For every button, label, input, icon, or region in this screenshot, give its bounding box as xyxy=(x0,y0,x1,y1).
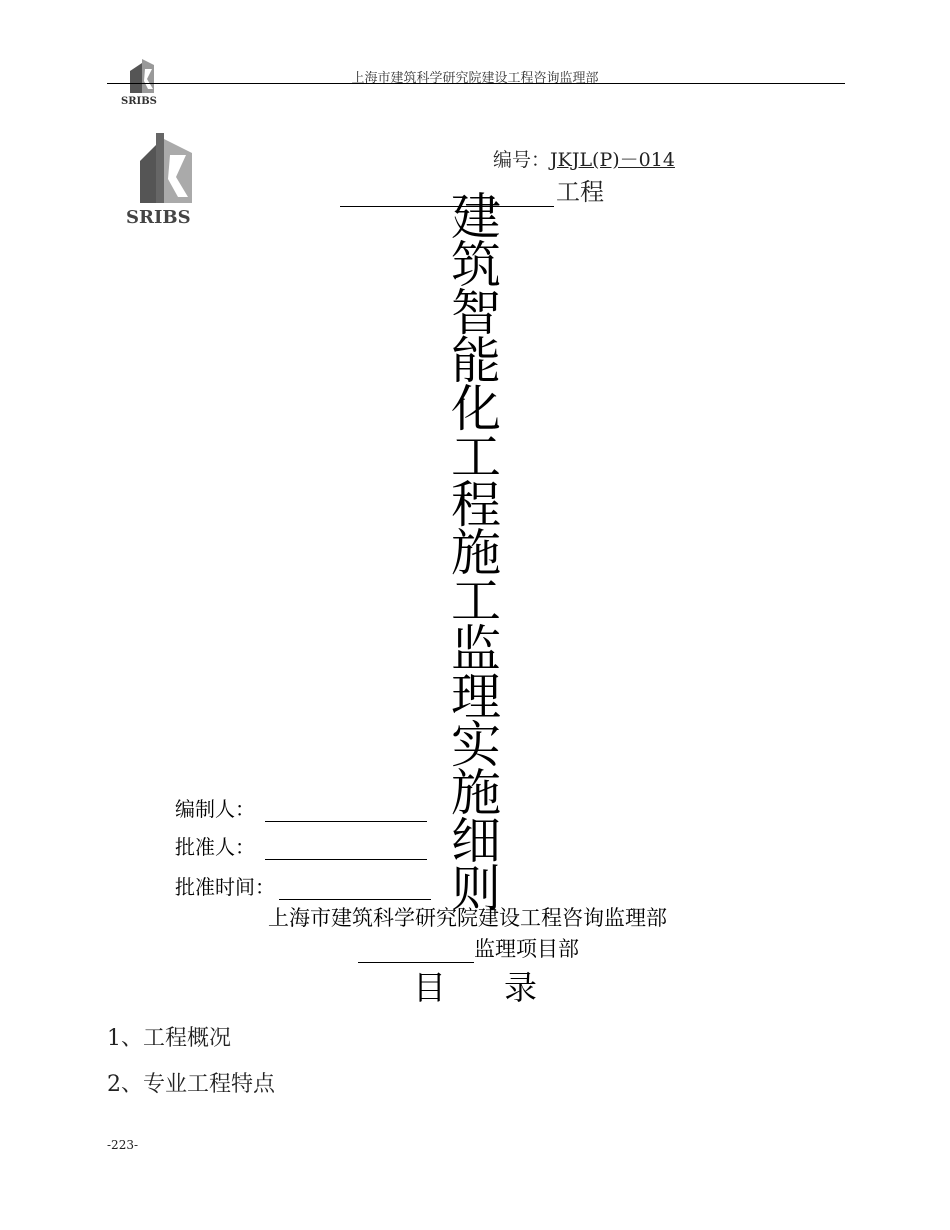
approval-date-field xyxy=(175,871,431,900)
title-char: 建 xyxy=(451,188,501,246)
title-char: 实 xyxy=(451,716,501,774)
document-title xyxy=(444,188,508,918)
title-char: 化 xyxy=(451,380,501,438)
toc-item: 1、工程概况 xyxy=(107,1026,231,1051)
svg-text:SRIBS: SRIBS xyxy=(126,207,191,227)
title-char: 智 xyxy=(451,284,501,342)
title-char: 工 xyxy=(451,428,501,486)
sribs-logo xyxy=(124,131,212,231)
document-number-value: JKJL(P)－014 xyxy=(550,149,675,171)
project-team-suffix: 监理项目部 xyxy=(474,937,579,961)
title-char: 工 xyxy=(451,572,501,630)
project-suffix: 工程 xyxy=(556,178,604,206)
organization-name: 上海市建筑科学研究院建设工程咨询监理部 xyxy=(268,906,667,930)
prepared-by-field xyxy=(175,793,427,822)
title-char: 程 xyxy=(451,476,501,534)
svg-text:SRIBS: SRIBS xyxy=(121,96,157,107)
document-number-label: 编号： xyxy=(493,149,551,171)
approved-by-blank xyxy=(265,837,427,860)
approval-date-blank xyxy=(279,877,431,900)
title-char: 能 xyxy=(451,332,501,390)
project-team xyxy=(358,933,579,963)
title-char: 施 xyxy=(451,524,501,582)
title-char: 监 xyxy=(451,620,501,678)
project-team-blank xyxy=(358,938,474,963)
prepared-by-blank xyxy=(265,799,427,822)
toc-item: 2、专业工程特点 xyxy=(107,1072,275,1097)
toc-title: 目录 xyxy=(413,968,595,1007)
title-char: 施 xyxy=(451,764,501,822)
document-number xyxy=(493,145,675,172)
title-char: 细 xyxy=(451,812,501,870)
approval-date-label: 批准时间： xyxy=(175,875,275,899)
approved-by-label: 批准人： xyxy=(175,835,255,859)
page-number: -223- xyxy=(107,1138,139,1152)
header-divider xyxy=(107,83,845,84)
title-char: 筑 xyxy=(451,236,501,294)
title-char: 则 xyxy=(451,860,501,918)
prepared-by-label: 编制人： xyxy=(175,797,255,821)
title-char: 理 xyxy=(451,668,501,726)
header-org-title: 上海市建筑科学研究院建设工程咨询监理部 xyxy=(351,71,599,86)
approved-by-field xyxy=(175,831,427,860)
